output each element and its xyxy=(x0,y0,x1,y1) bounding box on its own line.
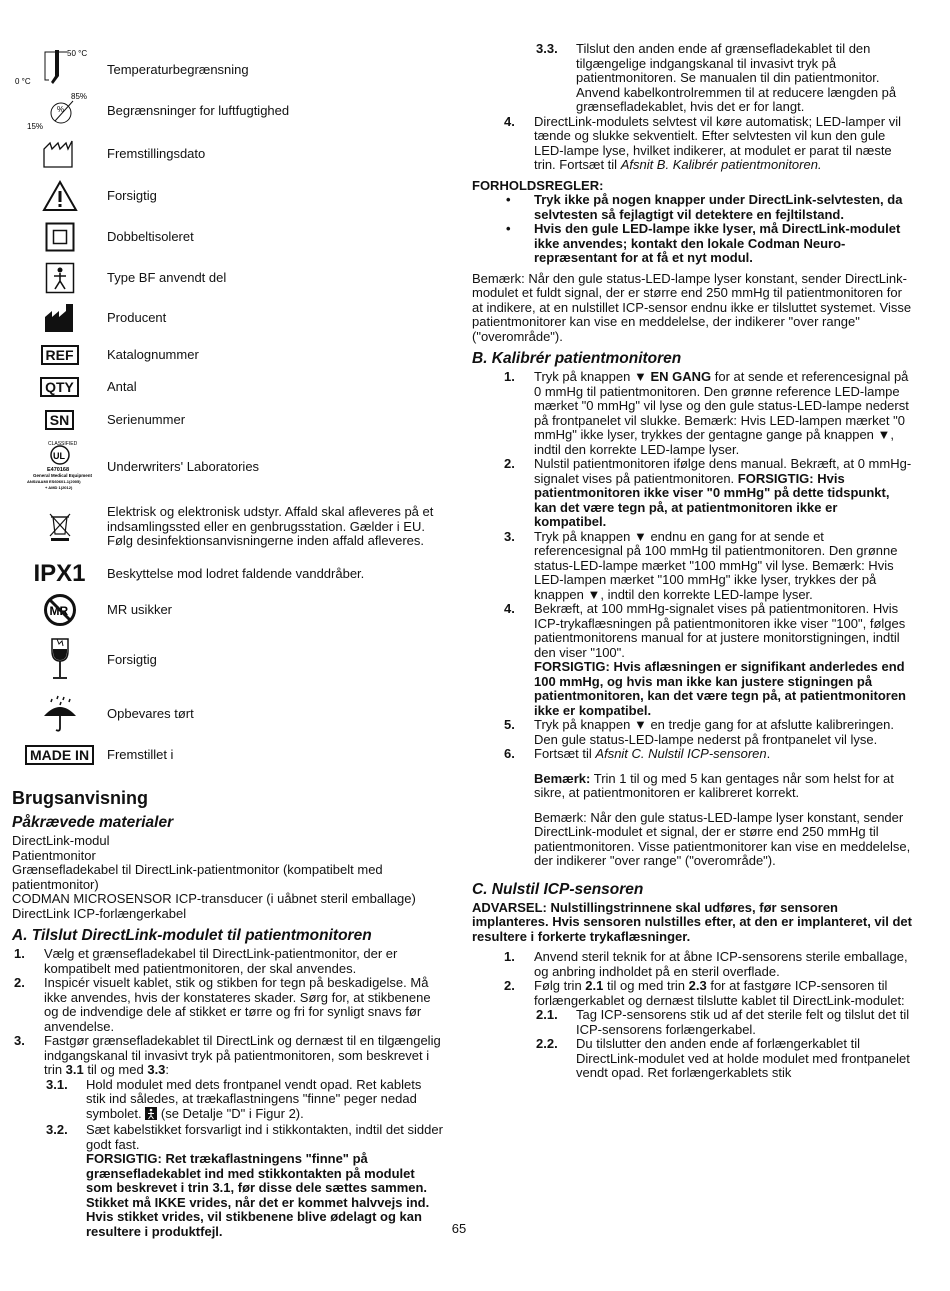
humidity-limit-icon xyxy=(12,91,107,131)
step-text: Inspicér visuelt kablet, stik og stikben for tegn på beskadigelse. Må ikke anvendes, hvis der konstateres skader. Sørg for, at stikbenene og de indvendige dele af stikket er tørre og fri for synligt snavs før anvendelse. xyxy=(44,975,431,1034)
step-c2-1 xyxy=(534,1008,912,1037)
step-text: Anvend steril teknik for at åbne ICP-sensorens sterile emballage, og anbring indholdet på en steril overflade. xyxy=(534,949,908,979)
note-lead: Bemærk: xyxy=(534,770,591,786)
manufacture-date-label: Fremstillingsdato xyxy=(107,145,206,161)
svg-text:ANSI/AAMI ES60601-1(2005): ANSI/AAMI ES60601-1(2005) xyxy=(26,479,81,484)
svg-text:+ AMD 1(2012): + AMD 1(2012) xyxy=(44,485,72,490)
symbol-row-mfg-date xyxy=(12,132,444,176)
caution-label: Forsigtig xyxy=(107,187,157,203)
note-text: Trin 1 til og med 5 kan gentages når som helst for at sikre, at patientmonitoren er kalibreret korrekt. xyxy=(534,770,894,800)
step-text: Fortsæt til xyxy=(534,746,596,761)
step-ref: 3.3 xyxy=(147,1062,166,1077)
step-text: til og med xyxy=(83,1062,148,1077)
qty-symbol xyxy=(12,377,107,397)
symbol-row-ref xyxy=(12,338,444,372)
materials-list xyxy=(12,834,444,921)
temperature-limit-icon xyxy=(12,44,107,88)
section-a-steps xyxy=(0,947,444,1239)
made-in-box: MADE IN xyxy=(25,745,94,765)
list-item: CODMAN MICROSENSOR ICP-transducer (i uåbnet steril emballage) xyxy=(12,891,416,906)
step-number: 6. xyxy=(504,746,515,761)
svg-text:UL: UL xyxy=(52,451,65,461)
substep-number: 2.1. xyxy=(536,1007,558,1022)
note-b1 xyxy=(472,772,912,801)
mr-unsafe-label: MR usikker xyxy=(107,601,173,617)
step-text: Tryk på knappen ▼ endnu en gang for at sende et referencesignal på 100 mmHg til patientmonitoren. Den grønne status-LED-lampe mærket "100 mmHg" vil lyse. Bemærk: Hvis LED-lampen mærket "100 mmHg" ikke lyser, trykkes der på knappen ▼, indtil den korrekte LED-lampe lyser. xyxy=(534,528,898,602)
step-ref: 3.1 xyxy=(65,1062,84,1077)
step-text: Fastgør grænsefladekablet til DirectLink og dernæst til en tilgængelig indgangskanal til invasivt tryk på patientmonitoren, som beskrevet i trin xyxy=(44,1033,441,1077)
step-text: . xyxy=(766,746,771,761)
step-number: 1. xyxy=(504,949,515,964)
step-c2 xyxy=(472,979,912,1081)
ref-box: REF xyxy=(41,345,79,365)
step-text: for at fastgøre ICP-sensoren til forlængerkablet og dernæst tilslutte kablet til DirectLink-modulet: xyxy=(534,978,905,1008)
section-c-title: C. Nulstil ICP-sensoren xyxy=(472,880,644,898)
instructions-title: Brugsanvisning xyxy=(12,788,149,808)
step-number: 3. xyxy=(504,528,515,544)
symbol-row-made-in xyxy=(12,738,444,772)
step-text: Følg trin xyxy=(534,978,586,993)
note-b2: Bemærk: Når den gule status-LED-lampe lyser konstant, sender DirectLink-modulet et signal, der er større end 250 mmHg til patientmonitoren. Visse patientmonitorer kan vise en meddelelse, der indikerer "over range" ("overområde"). xyxy=(534,809,911,868)
step-text: Tryk på knappen xyxy=(534,369,634,384)
step-number: 5. xyxy=(504,717,515,732)
fragile-glass-icon xyxy=(12,637,107,683)
step-a3-1 xyxy=(44,1078,444,1124)
made-in-label: Fremstillet i xyxy=(107,746,174,762)
step-a1 xyxy=(0,947,444,976)
ipx1-symbol xyxy=(12,559,107,587)
ul-classified-icon xyxy=(12,441,107,493)
fragile-label: Forsigtig xyxy=(107,651,157,667)
symbol-row-humidity xyxy=(12,90,444,132)
step-a4 xyxy=(472,115,912,173)
double-insulated-icon xyxy=(12,222,107,252)
symbol-row-mr xyxy=(12,590,444,630)
substep-number: 3.2. xyxy=(46,1122,68,1137)
step-text: Tag ICP-sensorens stik ud af det sterile felt og tilslut det til ICP-sensorens forlængerkabel. xyxy=(576,1007,910,1037)
list-item: DirectLink-modul xyxy=(12,833,110,848)
step-text: Vælg et grænsefladekabel til DirectLink-patientmonitor, der er kompatibelt med patientmonitoren, der skal anvendes. xyxy=(44,946,398,976)
ref-symbol xyxy=(12,345,107,365)
symbol-row-qty xyxy=(12,372,444,402)
catalog-number-label: Katalognummer xyxy=(107,346,199,362)
ul-label: Underwriters' Laboratories xyxy=(107,458,260,474)
step-text: Hold modulet med dets frontpanel vendt opad. Ret kablets stik ind således, at trækaflastningens "finne" peger nedad symbolet. xyxy=(86,1076,422,1121)
list-item: Grænsefladekabel til DirectLink-patientmonitor (kompatibelt med patientmonitor) xyxy=(12,862,383,892)
step-a3-3 xyxy=(472,42,912,115)
section-a-title: A. Tilslut DirectLink-modulet til patientmonitoren xyxy=(12,927,372,944)
step-number: 4. xyxy=(504,601,515,616)
precaution-text: Tryk ikke på nogen knapper under DirectLink-selvtesten, da selvtesten så fejlagtigt vil detektere en fejltilstand. xyxy=(534,192,903,222)
button-reference: ▼ EN GANG xyxy=(633,369,712,384)
svg-text:CLASSIFIED: CLASSIFIED xyxy=(47,441,77,447)
sn-symbol xyxy=(12,410,107,430)
step-number: 4. xyxy=(504,113,515,129)
svg-text:General Medical Equipment: General Medical Equipment xyxy=(32,473,92,478)
caution-text: FORSIGTIG: Hvis aflæsningen er signifikant anderledes end 100 mmHg, og hvis man ikke kan justere stigningen på patientmonitoren, kan det være tegn på, at patientmonitoren ikke er kompatibel. xyxy=(534,659,906,718)
symbol-row-double-insulated xyxy=(12,216,444,258)
step-text: Sæt kabelstikket forsvarligt ind i stikkontakten, indtil det sidder godt fast. xyxy=(86,1122,443,1152)
humidity-limit-label: Begrænsninger for luftfugtighed xyxy=(107,102,290,118)
svg-text:E470168: E470168 xyxy=(46,467,69,473)
manufacturer-label: Producent xyxy=(107,309,167,325)
step-text: Tryk på knappen ▼ en tredje gang for at afslutte kalibreringen. Den gule status-LED-lampe nederst på frontpanelet vil lyse. xyxy=(534,717,894,747)
symbol-row-manufacturer xyxy=(12,298,444,338)
serial-number-label: Serienummer xyxy=(107,411,186,427)
caution-text: FORSIGTIG: Ret trækaflastningens "finne" på grænsefladekablet ind med stikkontakten på modulet som beskrevet i trin 3.1, før disse dele sættes sammen. Stikket må IKKE vrides, når det er kommet halvvejs ind. Hvis stikket vrides, vil stikbenene blive ødelagt og kan resultere i produktfejl. xyxy=(86,1151,430,1239)
manufacture-date-icon xyxy=(12,139,107,169)
symbol-row-ul xyxy=(12,438,444,496)
precautions-title: FORHOLDSREGLER: xyxy=(472,177,604,193)
symbol-row-caution xyxy=(12,176,444,216)
right-column-content xyxy=(472,42,912,1081)
symbol-row-temperature xyxy=(12,42,444,90)
left-column xyxy=(12,42,444,1239)
type-bf-applied-part-icon xyxy=(12,262,107,294)
precaution-item xyxy=(472,193,912,222)
step-number: 1. xyxy=(504,369,515,384)
caution-text: FORSIGTIG: Hvis patientmonitoren ikke viser "0 mmHg" på dette tidspunkt, kan det være tegn på, at patientmonitoren ikke er kompatibel. xyxy=(534,470,890,529)
step-number: 2. xyxy=(504,978,515,993)
substep-number: 3.1. xyxy=(46,1076,68,1092)
symbol-row-sn xyxy=(12,402,444,438)
step-text: (se Detalje "D" i Figur 2). xyxy=(157,1105,304,1121)
step-c2-2 xyxy=(534,1037,912,1081)
substep-number: 3.3. xyxy=(536,41,558,56)
materials-title: Påkrævede materialer xyxy=(12,814,174,831)
sn-box: SN xyxy=(45,410,74,430)
bullet: • xyxy=(506,221,511,236)
step-b3 xyxy=(472,530,912,603)
step-b6 xyxy=(472,747,912,762)
list-item: Patientmonitor xyxy=(12,847,96,863)
step-c1 xyxy=(472,950,912,979)
manufacturer-icon xyxy=(12,303,107,333)
note-a: Bemærk: Når den gule status-LED-lampe lyser konstant, sender DirectLink-modulet et fuldt signal, der er større end 250 mmHg til patientmonitoren for at indikere, at en nulstillet ICP-sensor endnu ikke er tilsluttet systemet. Visse patientmonitorer kan vise en meddelelse, der indikerer "over range" ("overområde"). xyxy=(472,270,912,344)
quantity-label: Antal xyxy=(107,378,137,394)
step-number: 2. xyxy=(14,975,25,990)
step-text: Tilslut den anden ende af grænsefladekablet til den tilgængelige indgangskanal til invasivt tryk på patientmonitoren. Se manualen til din patientmonitor. Anvend kabelkontrolremmen til at reducere længden på grænsefladekablet, hvis det er for langt. xyxy=(576,41,897,114)
symbol-row-bf-part xyxy=(12,258,444,298)
step-a2 xyxy=(0,976,444,1034)
section-ref: Afsnit B. Kalibrér patientmonitoren. xyxy=(620,157,822,172)
bullet: • xyxy=(506,192,511,207)
qty-box: QTY xyxy=(40,377,79,397)
step-a3 xyxy=(0,1034,444,1239)
symbol-row-keep-dry xyxy=(12,690,444,738)
ipx1-text: IPX1 xyxy=(33,559,86,587)
weee-label: Elektrisk og elektronisk udstyr. Affald skal afleveres på et indsamlingssted eller en genbrugsstation. Gælder i EU. Følg desinfektionsanvisningerne inden affald afleveres. xyxy=(107,504,434,549)
step-text: for at sende et referencesignal på 0 mmHg til patientmonitoren. Den grønne reference LED-lampe mærket "0 mmHg" vil lyse og den gule status-LED-lampe nederst på frontpanelet vil slukke. Bemærk: Hvis LED-lampen mærket "0 mmHg" ikke lyser, trykkes der gentagne gange på knappen ▼, indtil den korrekte LED-lampe lyser. xyxy=(534,369,909,457)
step-number: 1. xyxy=(14,946,25,961)
precaution-item xyxy=(472,222,912,266)
section-ref: Afsnit C. Nulstil ICP-sensoren xyxy=(595,746,767,761)
step-b1 xyxy=(472,370,912,457)
symbol-row-fragile xyxy=(12,630,444,690)
svg-text:15%: 15% xyxy=(26,122,43,131)
symbol-row-ipx1 xyxy=(12,558,444,590)
double-insulated-label: Dobbeltisoleret xyxy=(107,228,194,244)
keep-dry-label: Opbevares tørt xyxy=(107,705,194,721)
caution-icon xyxy=(12,180,107,212)
svg-text:50 °C: 50 °C xyxy=(66,49,87,58)
step-b2 xyxy=(472,457,912,530)
step-text: til og med trin xyxy=(603,978,689,993)
step-text: Bekræft, at 100 mmHg-signalet vises på patientmonitoren. Hvis ICP-trykaflæsningen på patientmonitoren ikke viser "100", følges patientmonitorens manual for at justere monitorstigningen, indtil den viser "100". xyxy=(534,601,906,660)
svg-text:85%: 85% xyxy=(70,92,87,101)
step-text: Du tilslutter den anden ende af forlængerkablet til DirectLink-modulet ved at holde modulet med frontpanelet vendt opad. Ret forlængerkablets stik xyxy=(576,1036,910,1080)
page-number: 65 xyxy=(451,1221,467,1236)
section-b-title: B. Kalibrér patientmonitoren xyxy=(472,350,682,367)
step-number: 2. xyxy=(504,456,515,471)
warning-c: ADVARSEL: Nulstillingstrinnene skal udføres, før sensoren implanteres. Hvis sensoren nulstilles efter, at den er implanteret, vil det resultere i forkerte trykaflæsninger. xyxy=(472,899,912,944)
step-text: Nulstil patientmonitoren ifølge dens manual. Bekræft, at 0 mmHg-signalet vises på patientmonitoren. xyxy=(534,456,912,486)
made-in-symbol xyxy=(12,745,107,765)
mr-unsafe-icon xyxy=(12,593,107,627)
substep-number: 2.2. xyxy=(536,1036,558,1051)
svg-text:%: % xyxy=(56,105,64,114)
svg-text:MR: MR xyxy=(49,604,68,618)
step-text: DirectLink-modulets selvtest vil køre automatisk; LED-lamper vil tænde og slukke sekventielt. Efter selvtesten vil kun den gule LED-lampe lyse, hvilket indikerer, at modulet er parat til næste trin. Fortsæt til xyxy=(534,113,901,172)
umbrella-keep-dry-icon xyxy=(12,694,107,734)
type-bf-label: Type BF anvendt del xyxy=(107,269,227,285)
step-number: 3. xyxy=(14,1033,25,1048)
symbol-row-weee xyxy=(12,496,444,558)
list-item: DirectLink ICP-forlængerkabel xyxy=(12,905,187,921)
step-ref: 2.3 xyxy=(688,978,707,993)
weee-bin-icon xyxy=(12,512,107,542)
body-symbol-icon xyxy=(145,1107,157,1124)
step-ref: 2.1 xyxy=(585,978,604,993)
step-text: : xyxy=(165,1062,170,1077)
svg-text:0 °C: 0 °C xyxy=(14,77,31,86)
precaution-text: Hvis den gule LED-lampe ikke lyser, må DirectLink-modulet ikke anvendes; kontakt den lokale Codman Neuro-repræsentant for at få et nyt modul. xyxy=(534,221,901,265)
ipx1-label: Beskyttelse mod lodret faldende vanddråber. xyxy=(107,565,365,581)
temperature-limit-label: Temperaturbegrænsning xyxy=(107,61,249,77)
step-b4 xyxy=(472,602,912,718)
step-b5 xyxy=(472,718,912,747)
